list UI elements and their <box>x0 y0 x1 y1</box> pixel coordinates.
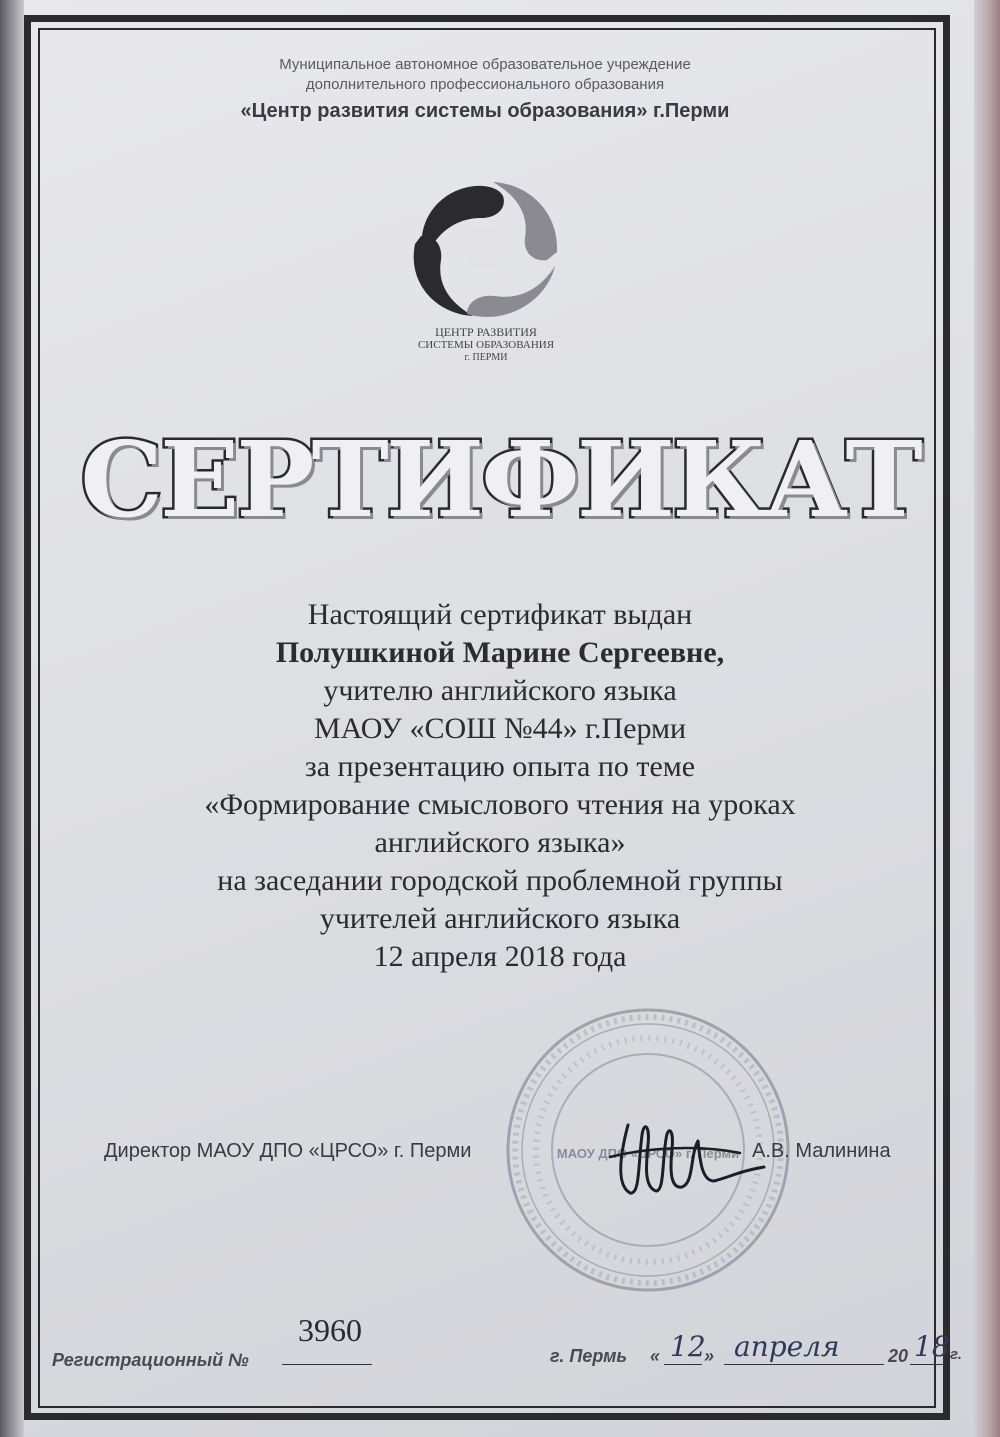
crso-logo-icon <box>400 176 570 366</box>
body-line-8: на заседании городской проблемной группы <box>217 864 783 897</box>
year-suffix: 18 <box>914 1330 950 1363</box>
handwritten-signature <box>590 1095 780 1215</box>
registration-underline <box>282 1364 372 1365</box>
issue-month: апреля <box>734 1330 840 1363</box>
header-organization: «Центр развития системы образования» г.Перми <box>240 100 730 122</box>
registration-label: Регистрационный № <box>52 1350 249 1370</box>
day-open-quote: « <box>650 1346 661 1366</box>
body-line-6: «Формирование смыслового чтения на уроках <box>204 788 796 821</box>
logo-line-3: г. ПЕРМИ <box>464 352 508 363</box>
year-unit: г. <box>950 1346 962 1363</box>
logo-line-1: ЦЕНТР РАЗВИТИЯ <box>435 325 537 339</box>
issue-day: 12 <box>670 1330 706 1363</box>
stamp-center-text: МАОУ ДПО «ЦРСО» г. Перми <box>556 1146 740 1161</box>
body-line-1: Настоящий сертификат выдан <box>307 598 693 631</box>
month-underline <box>724 1364 884 1365</box>
body-line-9: учителей английского языка <box>319 902 681 935</box>
day-underline <box>664 1364 702 1365</box>
year-prefix: 20 <box>888 1346 909 1366</box>
body-line-10: 12 апреля 2018 года <box>373 940 627 973</box>
issue-city: г. Пермь <box>550 1346 628 1366</box>
body-line-7: английского языка» <box>374 826 626 859</box>
logo-line-2: СИСТЕМЫ ОБРАЗОВАНИЯ <box>417 339 555 351</box>
header-line-2: дополнительного профессионального образования <box>305 76 665 93</box>
body-line-5: за презентацию опыта по теме <box>304 750 696 783</box>
director-name: А.В. Малинина <box>752 1140 891 1162</box>
day-close-quote: » <box>704 1346 715 1366</box>
director-position: Директор МАОУ ДПО «ЦРСО» г. Перми <box>104 1140 472 1162</box>
body-line-4: МАОУ «СОШ №44» г.Перми <box>313 712 687 745</box>
certificate-title: СЕРТИФИКАТ <box>80 418 920 541</box>
body-line-3: учителю английского языка <box>323 674 677 707</box>
registration-number: 3960 <box>298 1312 362 1348</box>
recipient-name: Полушкиной Марине Сергеевне, <box>275 636 725 669</box>
header-line-1: Муниципальное автономное образовательное учреждение <box>279 56 691 73</box>
year-underline <box>910 1364 944 1365</box>
certificate-body <box>0 596 1000 976</box>
